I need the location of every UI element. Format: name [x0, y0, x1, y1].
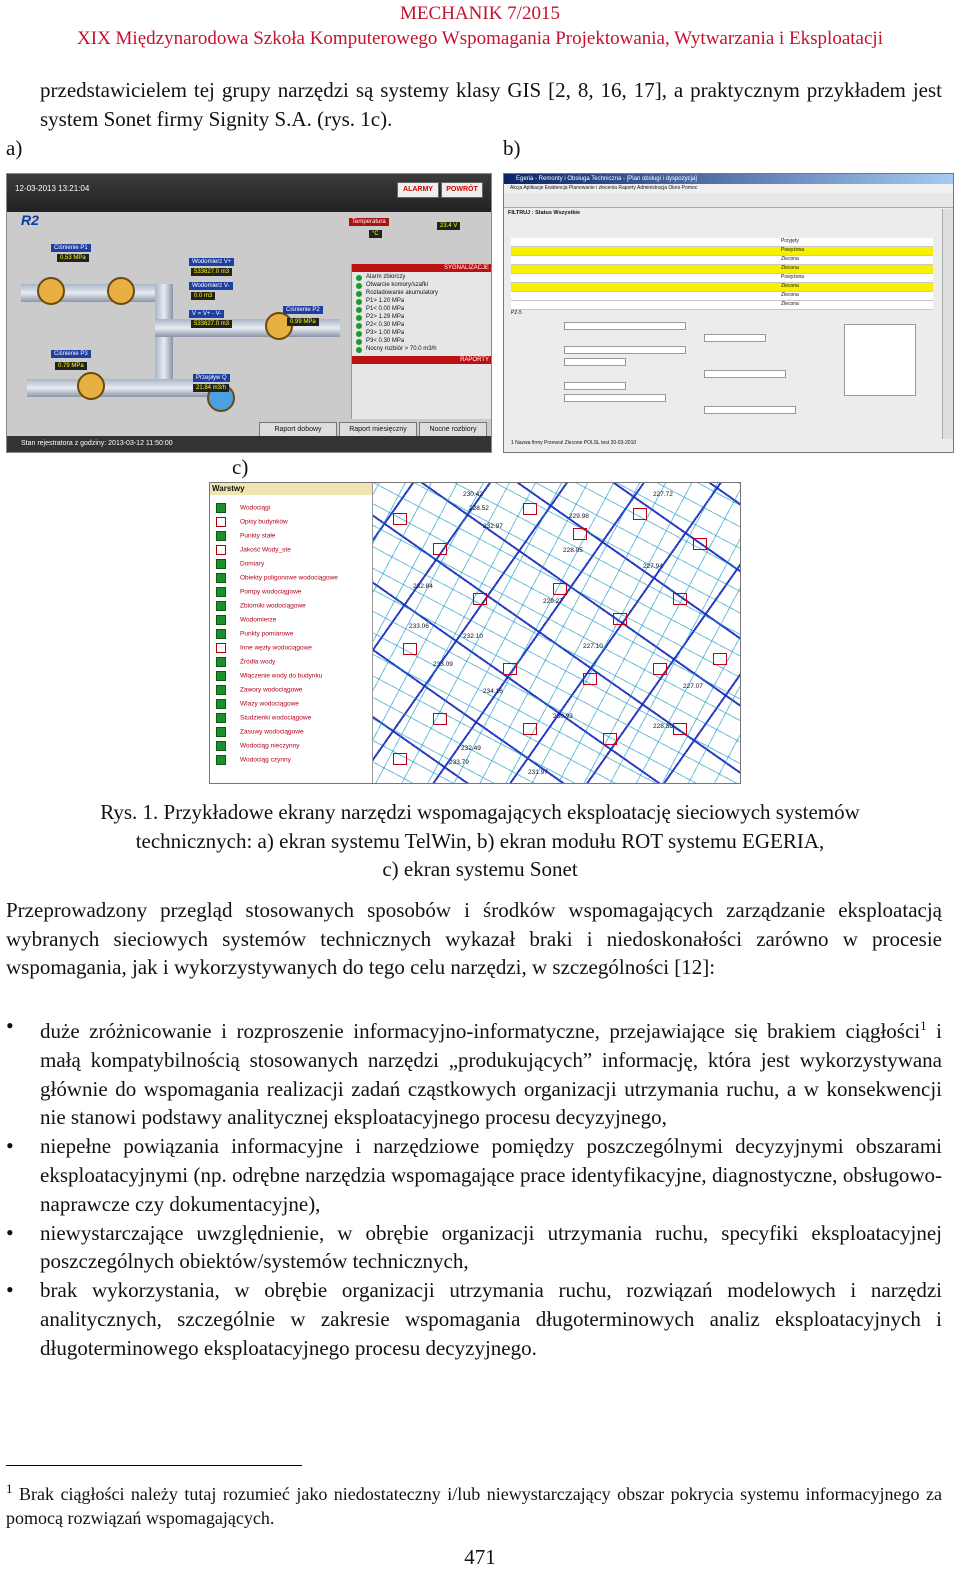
checkbox-icon[interactable]	[216, 503, 226, 513]
signal-item: Nocny rozbiór > 70.0 m3/h	[352, 344, 492, 352]
footnote-ref[interactable]: 1	[920, 1018, 927, 1033]
elevation-label: 233.79	[449, 759, 469, 766]
signal-item: P3< 0.30 MPa	[352, 336, 492, 344]
checkbox-icon[interactable]	[216, 587, 226, 597]
building-icon	[393, 753, 407, 765]
building-icon	[553, 583, 567, 595]
egeria-window-title: Egeria - Remonty i Obsługa Techniczna - [Plan obsługi i dyspozycja]	[504, 174, 953, 184]
flow-q-value: 21.84 m3/h	[193, 384, 229, 392]
building-icon	[673, 593, 687, 605]
pressure-p3-label: Ciśnienie P3	[51, 350, 91, 358]
page-number: 471	[464, 1545, 496, 1569]
footnote-divider	[6, 1465, 302, 1466]
alarmy-button[interactable]: ALARMY	[397, 182, 439, 198]
elevation-label: 230.93	[553, 713, 573, 720]
pressure-p2-value: 0.99 MPa	[287, 318, 319, 326]
checkbox-icon[interactable]	[216, 601, 226, 611]
egeria-toolbar	[504, 193, 953, 208]
pressure-p1-label: Ciśnienie P1	[51, 244, 91, 252]
signal-item: Alarm zbiorczy	[352, 272, 492, 280]
elevation-label: 232.10	[463, 633, 483, 640]
building-icon	[573, 528, 587, 540]
layer-item[interactable]: Wodociąg nieczynny	[216, 741, 300, 751]
main-paragraph: Przeprowadzony przegląd stosowanych sposobów i środków wspomagających zarządzanie eksploatacją wybranych sieciowych systemów technicznych wykazał braki i niedoskonałości zarówno w procesie wspomagania, jak i wykorzystywanych do tego celu narzędzi, w szczególności [12]:	[6, 898, 942, 980]
building-icon	[503, 663, 517, 675]
building-icon	[393, 513, 407, 525]
figure-caption	[0, 798, 960, 884]
pipe	[155, 284, 173, 394]
elevation-label: 228.52	[469, 505, 489, 512]
layer-item[interactable]: Pompy wodociągowe	[216, 587, 301, 597]
valve-icon	[265, 312, 293, 340]
pressure-p2-label: Ciśnienie P2	[283, 306, 323, 314]
table-row[interactable]: Zlecona	[511, 265, 933, 274]
meter-vplus-value: 533627.0 m3	[191, 268, 232, 276]
elevation-label: 227.07	[683, 683, 703, 690]
elevation-label: 233.09	[433, 661, 453, 668]
building-icon	[523, 723, 537, 735]
list-item: • brak wykorzystania, w obrębie organizacji utrzymania ruchu, rozwiązań modelowych i narzędzi analitycznych, szczególnie w zakresie wspomagania długoterminowych analiz eksploatacyjnych i długoterminowego eksploatacyjnego procesu decyzyjnego.	[40, 1276, 942, 1362]
elevation-label: 233.06	[409, 623, 429, 630]
elevation-label: 231.97	[528, 769, 548, 776]
daily-report-button[interactable]: Raport dobowy	[259, 422, 337, 438]
meter-v-value: 533627.0 m3	[191, 320, 232, 328]
layer-item[interactable]: Domiary	[216, 559, 264, 569]
elevation-label: 234.16	[483, 688, 503, 695]
elevation-label: 232.49	[461, 745, 481, 752]
signal-item: P2> 1.29 MPa	[352, 312, 492, 320]
layer-item[interactable]: Inne węzły wodociągowe	[216, 643, 312, 653]
checkbox-icon[interactable]	[216, 559, 226, 569]
caption-line: technicznych: a) ekran systemu TelWin, b) ekran modułu ROT systemu EGERIA,	[135, 828, 825, 853]
intro-paragraph: przedstawicielem tej grupy narzędzi są systemy klasy GIS [2, 8, 16, 17], a praktycznym przykładem jest system Sonet firmy Signity S.A. (rys. 1c).	[40, 78, 942, 131]
layer-item[interactable]: Opisy budynków	[216, 517, 288, 527]
form-field[interactable]	[704, 334, 766, 342]
table-row[interactable]: Powyżona	[511, 247, 933, 256]
checkbox-icon[interactable]	[216, 517, 226, 527]
caption-line: Rys. 1. Przykładowe ekrany narzędzi wspomagających eksploatację sieciowych systemów	[100, 800, 860, 824]
layers-panel	[210, 483, 373, 783]
checkbox-icon[interactable]	[216, 685, 226, 695]
checkbox-icon[interactable]	[216, 629, 226, 639]
layer-item[interactable]: Zbiorniki wodociągowe	[216, 601, 306, 611]
checkbox-icon[interactable]	[216, 531, 226, 541]
journal-header: MECHANIK 7/2015	[400, 3, 560, 24]
scrollbar[interactable]	[942, 209, 953, 439]
checkbox-icon[interactable]	[216, 671, 226, 681]
signal-item: P2< 0.30 MPa	[352, 320, 492, 328]
valve-icon	[37, 277, 65, 305]
checkbox-icon[interactable]	[216, 643, 226, 653]
monthly-report-button[interactable]: Raport miesięczny	[339, 422, 417, 438]
egeria-footer-row: 1 Nazwa firmy Przewoź Zlecone POLSL test 20-03-2010	[511, 440, 637, 446]
table-row[interactable]: Zlecona	[511, 292, 933, 301]
battery-voltage: 23.4 V	[437, 222, 460, 230]
building-icon	[473, 593, 487, 605]
form-field[interactable]	[564, 394, 666, 402]
recorder-status: Stan rejestratora z godziny: 2013-03-12 11:50:00	[7, 436, 491, 452]
signal-item: P1> 1.20 MPa	[352, 296, 492, 304]
list-item: • niewystarczające uwzględnienie, w obrębie organizacji utrzymania ruchu, specyfiki eksploatacyjnej poszczególnych obiektów/systemów technicznych,	[40, 1219, 942, 1277]
layer-item[interactable]: Zawory wodociągowe	[216, 685, 303, 695]
building-icon	[583, 673, 597, 685]
checkbox-icon[interactable]	[216, 657, 226, 667]
layer-item[interactable]: Włączenie wody do budynku	[216, 671, 322, 681]
signals-title: SYGNALIZACJE	[352, 264, 492, 272]
layer-item[interactable]: Obiekty poligonowe wodociągowe	[216, 573, 338, 583]
building-icon	[523, 503, 537, 515]
layer-item[interactable]: Studzienki wodociągowe	[216, 713, 311, 723]
form-field[interactable]	[564, 322, 686, 330]
layer-item[interactable]: Wodomierze	[216, 615, 276, 625]
station-label: R2	[21, 212, 39, 228]
elevation-label: 228.35	[653, 723, 673, 730]
layer-item[interactable]: Punkty pomiarowe	[216, 629, 293, 639]
telwin-datetime: 12-03-2013 13:21:04	[15, 184, 90, 193]
layer-item[interactable]: Źródła wody	[216, 657, 275, 667]
checkbox-icon[interactable]	[216, 727, 226, 737]
telwin-top-bar	[7, 174, 491, 212]
building-icon	[613, 613, 627, 625]
night-usage-button[interactable]: Nocne rozbiory	[419, 422, 487, 438]
form-field[interactable]	[564, 346, 686, 354]
figure-c-sonet-screen	[209, 482, 741, 784]
elevation-label: 227.10	[583, 643, 603, 650]
network-map[interactable]	[373, 483, 740, 783]
conference-header: XIX Międzynarodowa Szkoła Komputerowego Wspomagania Projektowania, Wytwarzania i Eksploatacji	[77, 28, 883, 49]
checkbox-icon[interactable]	[216, 573, 226, 583]
checkbox-icon[interactable]	[216, 699, 226, 709]
layer-item[interactable]: Zasuwy wodociągowe	[216, 727, 304, 737]
pressure-p3-value: 0.79 MPa	[55, 362, 87, 370]
layers-title: Warstwy	[210, 483, 372, 495]
elevation-label: 229.27	[543, 598, 563, 605]
elevation-label: 230.42	[463, 491, 483, 498]
layer-item[interactable]: Jakość Wody_ste	[216, 545, 291, 555]
layer-item[interactable]: Wodociąg czynny	[216, 755, 291, 765]
caption-line: c) ekran systemu Sonet	[382, 857, 578, 882]
table-row[interactable]: PZ-5 Zlecona	[511, 301, 933, 310]
reports-title: RAPORTY	[352, 356, 492, 364]
footnote-marker: 1	[6, 1481, 13, 1496]
figure-label-c: c)	[232, 455, 249, 479]
building-icon	[673, 723, 687, 735]
checkbox-icon[interactable]	[216, 615, 226, 625]
temperature-label: Temperatura	[349, 218, 389, 226]
figure-label-b: b)	[503, 136, 521, 160]
signal-item: Otwarcie komory/szafki	[352, 280, 492, 288]
powrot-button[interactable]: POWRÓT	[441, 182, 483, 198]
form-field[interactable]	[704, 406, 796, 414]
table-row[interactable]: Przyjęty	[511, 238, 933, 247]
valve-icon	[107, 277, 135, 305]
layer-item[interactable]: Wlazy wodociągowe	[216, 699, 299, 709]
findings-list	[40, 1012, 942, 1363]
elevation-label: 229.98	[569, 513, 589, 520]
elevation-label: 232.84	[413, 583, 433, 590]
building-icon	[603, 733, 617, 745]
elevation-label: 227.72	[653, 491, 673, 498]
building-icon	[403, 643, 417, 655]
elevation-label: 228.05	[563, 547, 583, 554]
building-icon	[633, 508, 647, 520]
figure-label-a: a)	[6, 136, 23, 160]
building-icon	[433, 543, 447, 555]
flow-q-label: Przepływ Q	[193, 374, 230, 382]
building-icon	[433, 713, 447, 725]
footnote: $^1$ Brak ciągłości należy tutaj rozumieć jako niedostateczny i/lub niewystarczający obszar pokrycia systemu informacyjnego za pomocą rozwiązań wspomagających.	[6, 1481, 942, 1528]
checkbox-icon[interactable]	[216, 755, 226, 765]
egeria-menu-bar: Akcja Aplikacje Ewidencja Planowanie i zlecenia Raporty Administracja Okno Pomoc	[504, 184, 953, 193]
elevation-label: 227.94	[643, 563, 663, 570]
form-field[interactable]	[564, 382, 626, 390]
table-row[interactable]: Zlecona	[511, 256, 933, 265]
figure-a-telwin-screen	[6, 173, 492, 453]
layer-item[interactable]: Punkty stałe	[216, 531, 275, 541]
layer-item[interactable]: Wodociągi	[216, 503, 270, 513]
building-icon	[713, 653, 727, 665]
temperature-unit: °C	[369, 230, 382, 238]
valve-icon	[77, 372, 105, 400]
elevation-label: 232.97	[483, 523, 503, 530]
egeria-filter: FILTRUJ : Status Wszystkie	[508, 210, 581, 216]
meter-vminus-label: Wodomierz V-	[189, 282, 233, 290]
signal-item: Rozładowanie akumulatory	[352, 288, 492, 296]
signals-panel	[351, 264, 492, 419]
signal-item: P3> 1.00 MPa	[352, 328, 492, 336]
checkbox-icon[interactable]	[216, 713, 226, 723]
checkbox-icon[interactable]	[216, 545, 226, 555]
form-field[interactable]	[564, 358, 626, 366]
cost-panel	[844, 324, 916, 396]
list-item: • niepełne powiązania informacyjne i narzędziowe pomiędzy poszczególnymi decyzyjnymi obszarami eksploatacyjnymi (np. odrębne narzędzia wspomagające prace identyfikacyjne, diagnostyczne, obsługowo-naprawcze czy dokumentacyjne),	[40, 1132, 942, 1218]
meter-vminus-value: 0.0 m3	[191, 292, 215, 300]
list-item: • duże zróżnicowanie i rozproszenie informacyjno-informatyczne, przejawiające się brakiem ciągłości$^1$ i małą kompatybilnością stosowanych narzędzi „produkujących” informację, która jest wykorzystywana głównie do wspomagania realizacji zadań cząstkowych organizacji utrzymania ruchu, a w konsekwencji nie stanowi podstawy analitycznej eksploatacyjnego procesu decyzyjnego,	[40, 1012, 942, 1132]
figure-b-egeria-screen	[503, 173, 954, 453]
pressure-p1-value: 0.53 MPa	[57, 254, 89, 262]
building-icon	[693, 538, 707, 550]
signal-item: P1< 0.00 MPa	[352, 304, 492, 312]
checkbox-icon[interactable]	[216, 741, 226, 751]
form-field[interactable]	[704, 370, 786, 378]
table-row[interactable]: Powyżona	[511, 274, 933, 283]
building-icon	[653, 663, 667, 675]
meter-v-label: V = V+ - V-	[189, 310, 224, 318]
meter-vplus-label: Wodomierz V+	[189, 258, 234, 266]
table-row[interactable]: Zlecona	[511, 283, 933, 292]
